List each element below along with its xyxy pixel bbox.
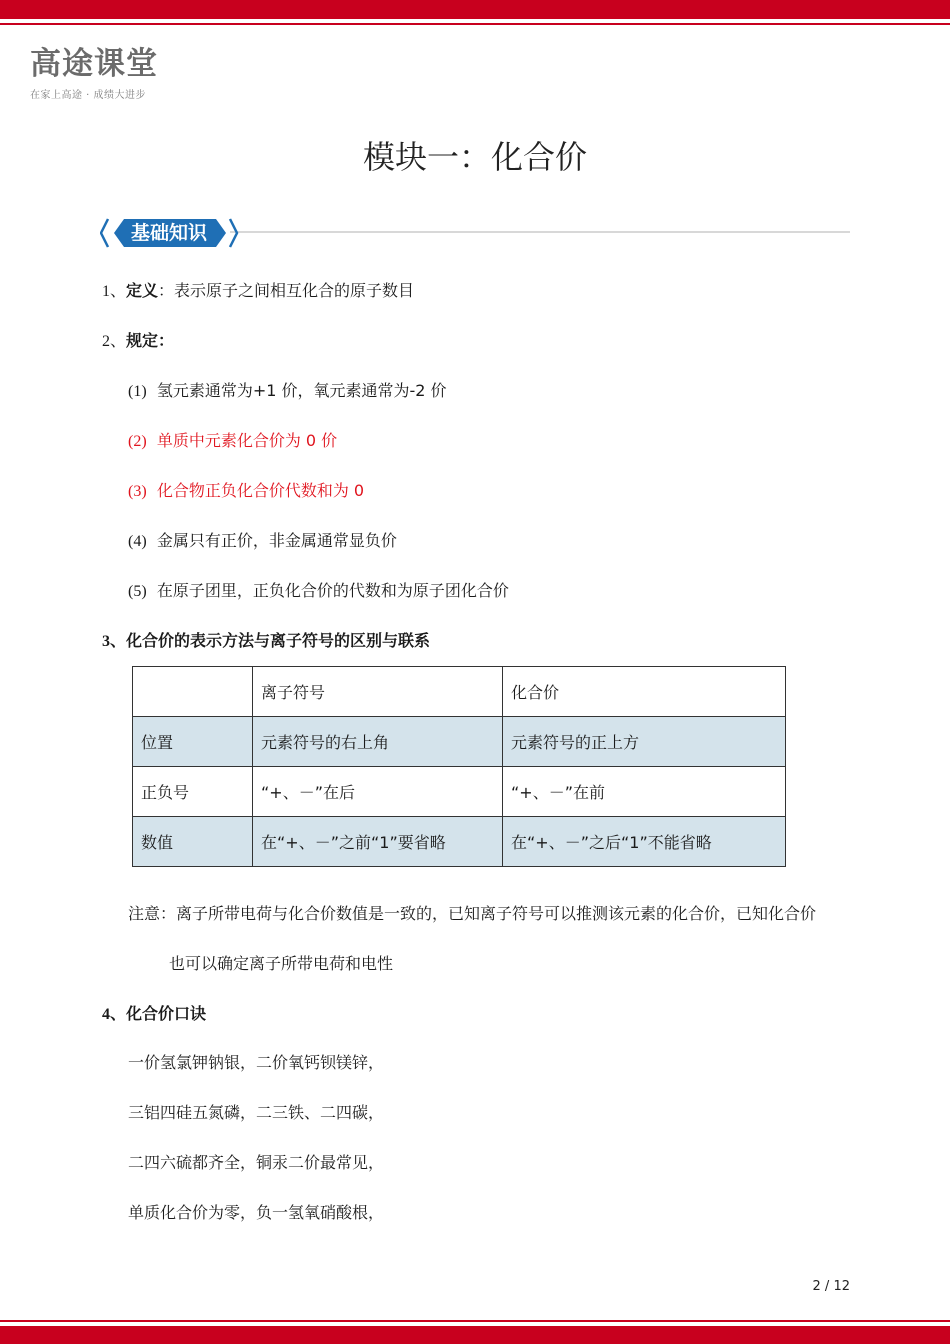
- table-cell: 在“+、－”之前“1”要省略: [253, 817, 503, 867]
- rhyme-line: 二四六硫都齐全，铜汞二价最常见，: [128, 1153, 385, 1172]
- rule-number: (3): [128, 483, 147, 500]
- item-number: 3、: [102, 633, 127, 650]
- table-cell: “+、－”在前: [503, 767, 786, 817]
- item-number: 1、: [102, 283, 127, 300]
- item-term: 定义: [126, 281, 159, 300]
- logo-name: 高途课堂: [30, 46, 158, 82]
- table-row: [133, 717, 786, 767]
- logo-slogan: 在家上高途 · 成绩大进步: [30, 90, 147, 101]
- item-rules: [102, 330, 174, 353]
- rule-number: (4): [128, 533, 147, 550]
- header-band: [0, 0, 950, 19]
- brand-logo: [30, 46, 158, 101]
- table-cell: 在“+、－”之后“1”不能省略: [503, 817, 786, 867]
- table-header-cell: 离子符号: [253, 667, 503, 717]
- table-header-row: [133, 667, 786, 717]
- table-cell: 元素符号的右上角: [253, 717, 503, 767]
- item-number: 4、: [102, 1006, 127, 1023]
- rule-text: 化合物正负化合价代数和为 0: [156, 481, 365, 500]
- footer-band: [0, 1326, 950, 1344]
- item-text: 化合价口诀: [126, 1004, 207, 1023]
- note-line-2: 也可以确定离子所带电荷和电性: [169, 954, 394, 973]
- rule-text: 金属只有正价，非金属通常显负价: [156, 531, 397, 550]
- item-definition: [102, 280, 414, 303]
- rule-3: [128, 480, 364, 503]
- item-term: 规定：: [126, 331, 175, 350]
- rhyme-line: 一价氢氯钾钠银，二价氧钙钡镁锌，: [128, 1053, 385, 1072]
- page-title: 模块一：化合价: [362, 138, 587, 176]
- item-number: 2、: [102, 333, 127, 350]
- item-comparison-heading: [102, 630, 430, 653]
- rule-number: (5): [128, 583, 147, 600]
- table-cell: “+、－”在后: [253, 767, 503, 817]
- table-header-cell: 化合价: [503, 667, 786, 717]
- rule-text: 单质中元素化合价为 0 价: [156, 431, 338, 450]
- rhyme-line: 三铝四硅五氮磷，二三铁、二四碳，: [128, 1103, 385, 1122]
- table-row: [133, 767, 786, 817]
- rhyme-line: 单质化合价为零，负一氢氧硝酸根，: [128, 1203, 385, 1222]
- header-rule: [0, 23, 950, 25]
- rule-number: (2): [128, 433, 147, 450]
- rule-text: 在原子团里，正负化合价的代数和为原子团化合价: [156, 581, 509, 600]
- section-divider: [230, 231, 850, 233]
- item-text: 化合价的表示方法与离子符号的区别与联系: [126, 631, 431, 650]
- comparison-table: [132, 666, 786, 867]
- page-number: 2 / 12: [812, 1279, 850, 1294]
- table-cell: 数值: [133, 817, 253, 867]
- note-line-1: 注意：离子所带电荷与化合价数值是一致的，已知离子符号可以推测该元素的化合价，已知化合价: [128, 904, 817, 923]
- table-header-cell: [133, 667, 253, 717]
- rule-5: [128, 580, 509, 603]
- table-row: [133, 817, 786, 867]
- section-header: [100, 215, 850, 251]
- section-label: 基础知识: [130, 222, 207, 244]
- rule-1: [128, 380, 447, 403]
- table-cell: 位置: [133, 717, 253, 767]
- rule-text: 氢元素通常为+1 价，氧元素通常为-2 价: [156, 381, 447, 400]
- rule-4: [128, 530, 397, 553]
- table-cell: 元素符号的正上方: [503, 717, 786, 767]
- rule-number: (1): [128, 383, 147, 400]
- table-cell: 正负号: [133, 767, 253, 817]
- item-text: ：表示原子之间相互化合的原子数目: [158, 281, 415, 300]
- footer-rule: [0, 1320, 950, 1322]
- rule-2: [128, 430, 337, 453]
- item-rhyme-heading: [102, 1003, 206, 1026]
